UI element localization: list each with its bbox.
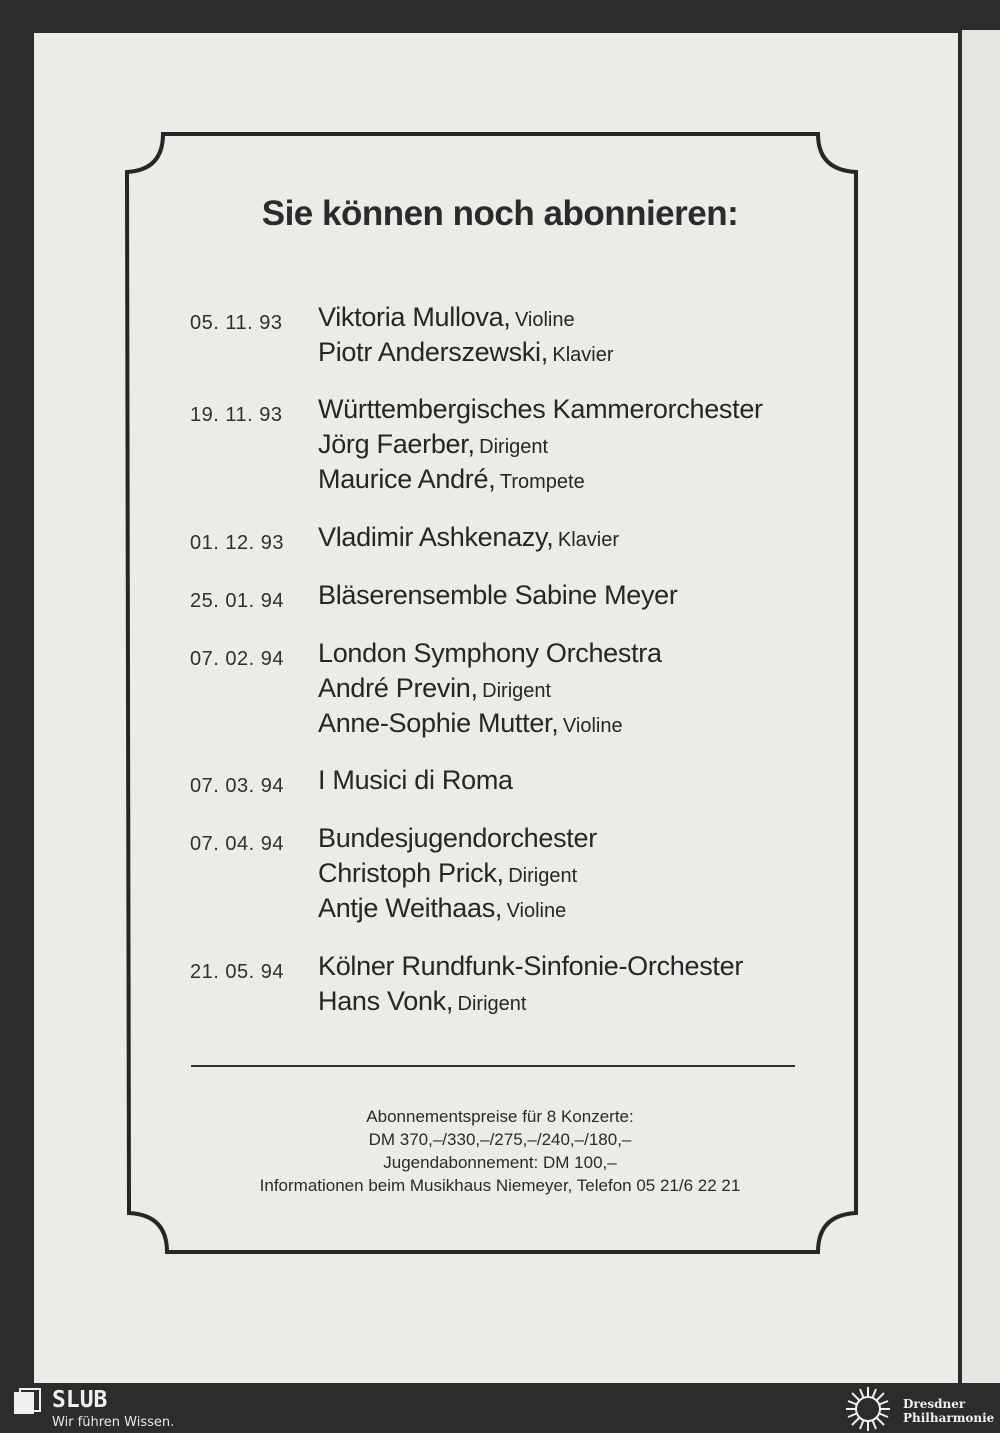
philharmonie-logo-text[interactable] — [903, 1397, 994, 1425]
performer-list — [318, 949, 743, 1019]
performer-name: I Musici di Roma — [318, 765, 513, 795]
concert-date: 19. 11. 93 — [190, 404, 283, 426]
performer-line — [318, 984, 743, 1019]
performer-list — [318, 520, 619, 555]
philharmonie-sun-icon — [842, 1386, 894, 1432]
concert-date: 07. 03. 94 — [190, 775, 284, 797]
performer-name: Württembergisches Kammerorchester — [318, 394, 763, 424]
performer-role: Dirigent — [482, 680, 552, 702]
performer-name: Maurice André, — [318, 464, 496, 494]
dp-line-1: Dresdner — [903, 1397, 966, 1411]
performer-list — [318, 578, 678, 613]
slub-tagline: Wir führen Wissen. — [52, 1415, 175, 1430]
performer-name: Vladimir Ashkenazy, — [318, 522, 554, 552]
price-values: DM 370,–/330,–/275,–/240,–/180,– — [368, 1130, 632, 1149]
performer-name: Piotr Anderszewski, — [318, 337, 548, 367]
performer-role: Klavier — [557, 529, 619, 551]
performer-list — [318, 636, 662, 741]
performer-name: Kölner Rundfunk-Sinfonie-Orchester — [318, 951, 744, 981]
performer-role: Klavier — [552, 344, 614, 366]
concert-date: 07. 04. 94 — [190, 833, 284, 855]
performer-name: London Symphony Orchestra — [318, 638, 662, 668]
performer-list — [318, 763, 513, 798]
performer-role: Dirigent — [508, 865, 578, 887]
performer-line — [318, 520, 619, 555]
contact-info: Informationen beim Musikhaus Niemeyer, Telefon 05 21/6 22 21 — [259, 1176, 741, 1195]
performer-line — [318, 706, 662, 741]
performer-line — [318, 949, 743, 984]
performer-role: Violine — [506, 900, 567, 922]
performer-line — [318, 763, 513, 798]
page-title: Sie können noch abonnieren: — [261, 194, 739, 233]
performer-line — [318, 891, 597, 926]
slub-book-icon — [12, 1388, 42, 1416]
performer-name: Antje Weithaas, — [318, 893, 503, 923]
performer-name: Bundesjugendorchester — [318, 823, 597, 853]
performer-line — [318, 578, 678, 613]
performer-line — [318, 821, 597, 856]
performer-line — [318, 462, 763, 497]
concert-date: 21. 05. 94 — [190, 961, 284, 983]
concert-date: 01. 12. 93 — [190, 532, 284, 554]
performer-role: Dirigent — [457, 993, 527, 1015]
price-heading: Abonnementspreise für 8 Konzerte: — [366, 1107, 634, 1126]
performer-role: Trompete — [499, 471, 585, 493]
performer-list — [318, 392, 763, 497]
performer-line — [318, 335, 614, 370]
dp-line-2: Philharmonie — [903, 1411, 995, 1425]
performer-name: Jörg Faerber, — [318, 429, 475, 459]
performer-name: Viktoria Mullova, — [318, 302, 511, 332]
price-info — [0, 1105, 1000, 1197]
youth-subscription: Jugendabonnement: DM 100,– — [383, 1153, 617, 1172]
performer-line — [318, 856, 597, 891]
concert-date: 05. 11. 93 — [190, 312, 283, 334]
concert-date: 25. 01. 94 — [190, 590, 284, 612]
performer-line — [318, 636, 662, 671]
concert-date: 07. 02. 94 — [190, 648, 284, 670]
performer-name: Hans Vonk, — [318, 986, 454, 1016]
performer-name: Bläserensemble Sabine Meyer — [318, 580, 678, 610]
performer-role: Violine — [514, 309, 575, 331]
performer-line — [318, 671, 662, 706]
divider-line — [191, 1065, 795, 1067]
performer-name: Anne-Sophie Mutter, — [318, 708, 559, 738]
performer-line — [318, 392, 763, 427]
performer-role: Dirigent — [479, 436, 549, 458]
performer-line — [318, 427, 763, 462]
performer-list — [318, 300, 614, 370]
performer-list — [318, 821, 597, 926]
performer-name: André Previn, — [318, 673, 478, 703]
performer-name: Christoph Prick, — [318, 858, 504, 888]
performer-line — [318, 300, 614, 335]
performer-role: Violine — [562, 715, 623, 737]
slub-logo-text[interactable]: SLUB — [52, 1387, 108, 1413]
